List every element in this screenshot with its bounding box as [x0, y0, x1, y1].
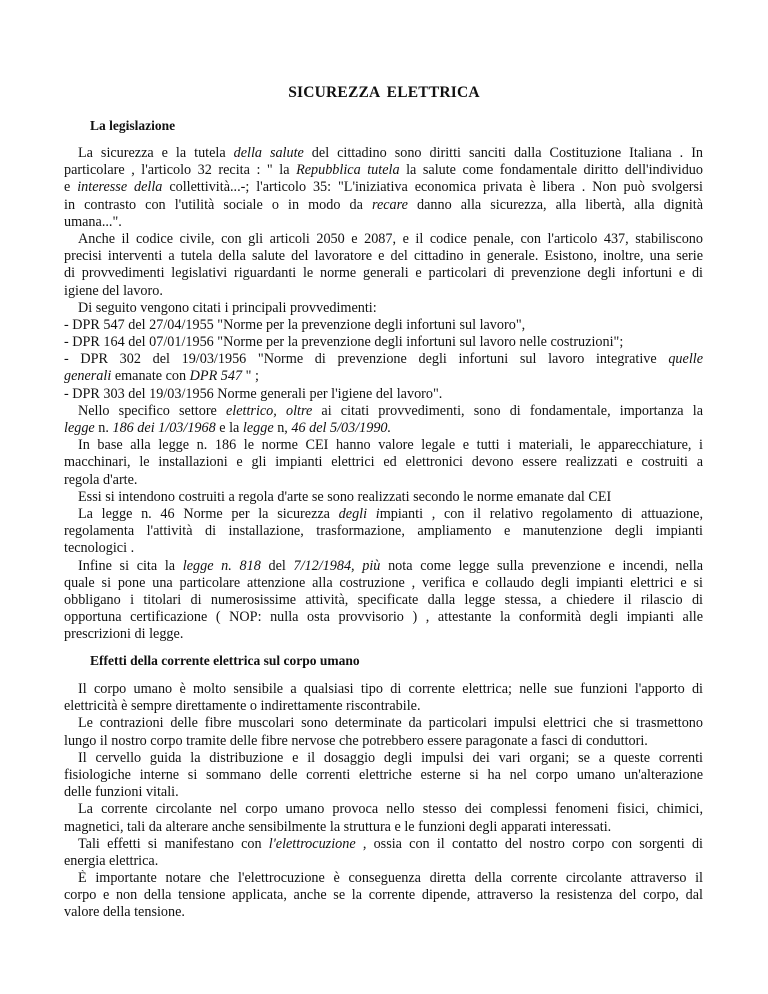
text-run: obbligano i titolari di numerosissime attività, specificate dalla legge stessa, a chiedere il rilascio di — [64, 591, 703, 608]
italic-text: degli i — [338, 505, 380, 522]
italic-text: legge — [242, 420, 274, 436]
text-run: Di seguito vengono citati i principali provvedimenti: — [78, 299, 377, 316]
text-run: energia elettrica. — [64, 852, 159, 869]
text-run: - DPR 164 del 07/01/1956 "Norme per la prevenzione degli infortuni sul lavoro nelle costruzioni"; — [64, 334, 624, 351]
italic-text: recare — [371, 196, 408, 213]
text-line — [64, 386, 703, 403]
text-line — [64, 248, 703, 265]
text-run: la salute come fondamentale diritto dell'individuo — [399, 162, 703, 179]
text-run: , ossia con il contatto del nostro corpo con sorgenti di — [355, 835, 703, 852]
text-line — [64, 145, 703, 162]
text-run: prescrizioni di legge. — [64, 626, 184, 643]
section-heading-effetti: Effetti della corrente elettrica sul corpo umano — [90, 653, 360, 668]
text-run: mpianti , con il relativo regolamento di attuazione, — [379, 505, 703, 522]
text-run: ai citati provvedimenti, sono di fondamentale, importanza la — [312, 402, 703, 419]
text-run: n. — [94, 420, 113, 436]
text-line — [64, 887, 703, 904]
text-line — [64, 334, 703, 351]
text-line — [64, 681, 703, 698]
text-line — [64, 575, 703, 592]
text-line — [64, 750, 703, 767]
text-line — [64, 784, 703, 801]
text-run: n, — [273, 420, 292, 436]
text-line — [64, 472, 703, 489]
text-line — [64, 592, 703, 609]
text-line — [64, 767, 703, 784]
text-line — [64, 179, 703, 196]
text-line — [64, 715, 703, 732]
text-line — [64, 317, 703, 334]
text-run: fisiologiche interne si sommano delle correnti elettriche esterne si ha nel corpo umano un'alterazione — [64, 766, 703, 783]
text-run: Le contrazioni delle fibre muscolari sono determinate da particolari impulsi elettrici che si trasmettono — [78, 715, 703, 732]
text-run: opportuna certificazione ( NOP: nulla osta provvisorio ) , attestante la conformità degli impianti alle — [64, 609, 703, 626]
italic-text: generali — [64, 368, 112, 385]
text-run: - DPR 302 del 19/03/1956 "Norme di prevenzione degli infortuni sul lavoro integrative — [64, 351, 669, 368]
text-run: Il cervello guida la distribuzione e il dosaggio degli impulsi dei vari organi; se a queste correnti — [78, 749, 703, 766]
text-run: regolamenta l'attività di installazione, trasformazione, ampliamento e manutenzione degli impianti — [64, 523, 703, 540]
italic-text: interesse della — [77, 179, 163, 196]
section-heading-legislazione: La legislazione — [90, 118, 176, 133]
text-line — [64, 904, 703, 921]
text-line — [64, 523, 703, 540]
text-run: elettricità è sempre direttamente o indirettamente riscontrabile. — [64, 698, 421, 715]
text-line — [64, 819, 703, 836]
text-run: magnetici, tali da alterare anche sensibilmente la struttura e le funzioni degli apparati interessati. — [64, 818, 612, 835]
text-line — [64, 489, 703, 506]
text-line — [64, 558, 703, 575]
italic-text: della salute — [233, 145, 304, 161]
text-line — [64, 454, 703, 471]
text-run: danno alla sicurezza, alla libertà, alla dignità — [407, 196, 703, 213]
text-line — [64, 420, 703, 437]
text-line — [64, 368, 703, 385]
italic-text: legge — [64, 420, 95, 436]
text-run: in contrasto con l'utilità sociale o in modo da — [64, 196, 372, 213]
italic-text: 7/12/1984, più — [293, 557, 381, 574]
text-line — [64, 801, 703, 818]
text-run: La legge n. 46 Norme per la sicurezza — [78, 505, 339, 522]
text-run: e — [64, 179, 78, 196]
text-run: precisi interventi a tutela della salute del lavoratore e del cittadino in generale. Esistono, inoltre, una serie — [64, 248, 703, 265]
text-run: Tali effetti si manifestano con — [78, 835, 269, 852]
section-body-legislazione — [64, 145, 703, 643]
text-line — [64, 733, 703, 750]
text-run: - DPR 547 del 27/04/1955 "Norme per la prevenzione degli infortuni sul lavoro", — [64, 316, 526, 333]
text-run: lungo il nostro corpo tramite delle fibre nervose che potrebbero essere paragonate a fasci di conduttori. — [64, 732, 648, 749]
text-run: Essi si intendono costruiti a regola d'arte se sono realizzati secondo le norme emanate dal CEI — [78, 488, 612, 505]
text-run: - DPR 303 del 19/03/1956 Norme generali per l'igiene del lavoro". — [64, 385, 443, 402]
text-line — [64, 351, 703, 368]
text-line — [64, 506, 703, 523]
text-run: Infine si cita la — [78, 557, 183, 574]
text-run: quale si pone una particolare attenzione alla costruzione , verifica e collaudo degli impianti elettrici e si — [64, 574, 703, 591]
text-line — [64, 283, 703, 300]
text-line — [64, 437, 703, 454]
italic-text: quelle — [668, 351, 703, 368]
italic-text: legge n. 818 — [182, 557, 261, 574]
text-line — [64, 231, 703, 248]
text-run: nota come legge sulla prevenzione e incendi, nella — [380, 557, 703, 574]
text-run: In base alla legge n. 186 le norme CEI hanno valore legale e tutti i materiali, le apparecchiature, i — [78, 437, 703, 454]
italic-text: l'elettrocuzione — [268, 835, 356, 852]
text-run: La corrente circolante nel corpo umano provoca nello stesso dei complessi fenomeni fisici, chimici, — [78, 801, 703, 818]
text-run: del cittadino sono diritti sanciti dalla Costituzione Italiana . In — [303, 145, 703, 161]
text-line — [64, 197, 703, 214]
text-line — [64, 698, 703, 715]
italic-text: 186 dei 1/03/1968 — [112, 420, 216, 436]
text-line — [64, 403, 703, 420]
text-run: Anche il codice civile, con gli articoli 2050 e 2087, e il codice penale, con l'articolo 437, stabiliscono — [78, 230, 703, 247]
text-run: delle funzioni vitali. — [64, 784, 179, 801]
text-run: di provvedimenti legislativi riguardanti le norme generali e particolari di prevenzione degli infortuni e di — [64, 265, 703, 282]
section-body-effetti — [64, 681, 703, 922]
italic-text: 46 del 5/03/1990. — [291, 420, 392, 436]
text-line — [64, 265, 703, 282]
text-run: umana...". — [64, 213, 122, 230]
text-run: del — [260, 557, 294, 574]
text-run: Il corpo umano è molto sensibile a qualsiasi tipo di corrente elettrica; nelle sue funzioni l'apporto di — [78, 681, 703, 697]
text-line — [64, 626, 703, 643]
text-run: particolare , l'articolo 32 recita : " la — [64, 162, 297, 179]
text-run: macchinari, le installazioni e gli impianti elettrici ed elettronici devono essere realizzati e costruiti a — [64, 454, 703, 471]
text-run: corpo e non della tensione applicata, anche se la corrente dipende, attraverso la resistenza del corpo, dal — [64, 887, 703, 904]
text-line — [64, 162, 703, 179]
text-run: " ; — [242, 368, 259, 385]
text-line — [64, 214, 703, 231]
text-line — [64, 609, 703, 626]
text-line — [64, 540, 703, 557]
text-run: tecnologici . — [64, 540, 135, 557]
text-run: regola d'arte. — [64, 471, 138, 488]
italic-text: DPR 547 — [189, 368, 243, 385]
text-line — [64, 836, 703, 853]
text-run: igiene del lavoro. — [64, 282, 163, 299]
italic-text: elettrico, oltre — [226, 402, 313, 419]
document-title: SICUREZZA ELETTRICA — [288, 84, 480, 101]
text-run: emanate con — [111, 368, 190, 385]
text-line — [64, 870, 703, 887]
text-run: collettività...-; l'articolo 35: "L'iniziativa economica privata è libera . Non può svolgersi — [162, 179, 703, 196]
text-run: La sicurezza e la tutela — [78, 145, 234, 161]
text-run: e la — [215, 420, 243, 436]
italic-text: Repubblica tutela — [296, 162, 400, 179]
text-line — [64, 300, 703, 317]
text-run: valore della tensione. — [64, 904, 185, 921]
text-run: È importante notare che l'elettrocuzione è conseguenza diretta della corrente circolante attraverso il — [78, 870, 703, 887]
text-line — [64, 853, 703, 870]
text-run: Nello specifico settore — [78, 402, 226, 419]
